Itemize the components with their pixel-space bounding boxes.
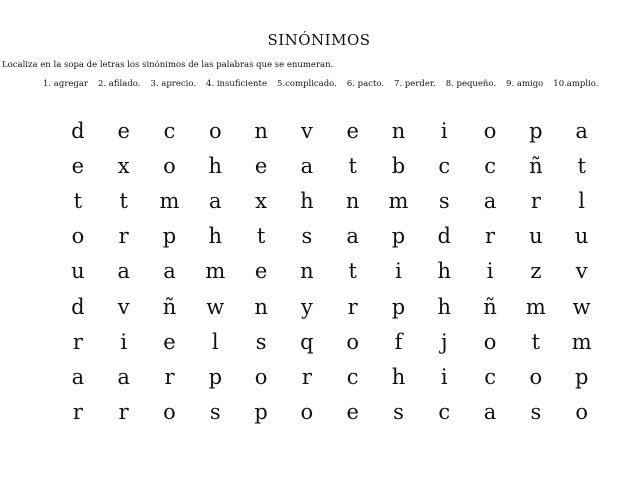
grid-letter: l <box>578 188 586 213</box>
grid-letter: p <box>529 118 543 143</box>
grid-letter: c <box>438 153 451 178</box>
grid-letter: c <box>163 118 176 143</box>
grid-letter: a <box>163 259 176 284</box>
grid-letter: o <box>163 153 176 178</box>
grid-letter: o <box>71 224 85 249</box>
grid-letter: a <box>300 153 314 178</box>
grid-letter: n <box>300 259 314 284</box>
grid-letter: i <box>440 118 448 143</box>
grid-letter: u <box>529 224 543 249</box>
grid-letter: c <box>484 364 496 389</box>
grid-letter: h <box>208 224 223 249</box>
grid-letter: m <box>205 259 226 284</box>
grid-letter: y <box>300 294 313 319</box>
grid-letter: x <box>117 153 130 178</box>
grid-letter: a <box>117 259 130 284</box>
grid-letter: h <box>437 259 452 284</box>
grid-letter: a <box>575 118 588 143</box>
word-item: 7. perder. <box>394 79 436 89</box>
grid-letter: h <box>391 364 406 389</box>
grid-letter: o <box>529 364 543 389</box>
grid-letter: p <box>208 364 223 389</box>
grid-letter: a <box>209 188 222 213</box>
grid-letter: i <box>440 364 448 389</box>
grid-letter: v <box>300 118 313 143</box>
grid-letter: p <box>391 294 406 319</box>
grid-letter: a <box>483 400 497 425</box>
word-item: 10.amplio. <box>553 79 599 89</box>
grid-letter: s <box>438 188 450 213</box>
grid-letter: r <box>485 224 496 249</box>
grid-letter: q <box>300 329 314 354</box>
grid-letter: d <box>71 118 85 143</box>
grid-letter: c <box>438 400 451 425</box>
grid-letter: s <box>255 329 267 354</box>
grid-letter: a <box>117 364 130 389</box>
grid-letter: ñ <box>483 294 497 319</box>
grid-letter: r <box>347 294 358 319</box>
grid-letter: p <box>574 364 589 389</box>
grid-letter: e <box>254 153 268 178</box>
instructions-text: Localiza en la sopa de letras los sinónimos de las palabras que se enumeran. <box>2 60 334 70</box>
grid-letter: n <box>254 118 268 143</box>
grid-letter: o <box>208 118 222 143</box>
grid-letter: e <box>254 259 268 284</box>
grid-letter: v <box>117 294 130 319</box>
grid-letter: t <box>73 188 83 213</box>
grid-letter: o <box>300 400 314 425</box>
grid-letter: w <box>572 294 591 319</box>
grid-letter: r <box>118 400 129 425</box>
grid-letter: r <box>301 364 312 389</box>
grid-letter: n <box>345 188 360 213</box>
grid-letter: m <box>388 188 409 213</box>
grid-letter: o <box>254 364 268 389</box>
grid-letter: m <box>525 294 546 319</box>
grid-letter: e <box>71 153 85 178</box>
word-item: 4. insuficiente <box>206 79 267 89</box>
grid-letter: r <box>72 329 83 354</box>
grid-letter: i <box>395 259 402 284</box>
grid-letter: n <box>391 118 406 143</box>
grid-letter: a <box>483 188 497 213</box>
grid-letter: l <box>211 329 219 354</box>
grid-letter: t <box>577 153 586 178</box>
grid-letter: t <box>348 153 357 178</box>
grid-letter: f <box>394 329 403 354</box>
grid-letter: ñ <box>162 294 177 319</box>
word-item: 8. pequeño. <box>445 79 497 89</box>
grid-letter: h <box>208 153 223 178</box>
grid-letter: u <box>71 259 85 284</box>
grid-letter: r <box>118 224 129 249</box>
grid-letter: i <box>120 329 128 354</box>
grid-letter: x <box>255 188 267 213</box>
grid-letter: w <box>206 294 225 319</box>
grid-letter: ñ <box>529 153 543 178</box>
letter-grid <box>55 113 615 430</box>
word-item: 2. afilado. <box>98 79 141 89</box>
grid-letter: p <box>254 400 268 425</box>
grid-letter: m <box>159 188 180 213</box>
word-item: 6. pacto. <box>346 79 385 89</box>
grid-letter: m <box>571 329 592 354</box>
grid-letter: t <box>119 188 128 213</box>
grid-letter: o <box>575 400 588 425</box>
word-item: 9. amigo <box>506 79 544 89</box>
grid-letter: t <box>348 259 357 284</box>
grid-letter: p <box>162 224 177 249</box>
grid-letter: d <box>437 224 451 249</box>
grid-letter: t <box>256 224 266 249</box>
grid-letter: o <box>346 329 359 354</box>
grid-letter: t <box>531 329 541 354</box>
grid-letter: p <box>391 224 406 249</box>
grid-letter: r <box>164 364 175 389</box>
word-item: 3. aprecio. <box>150 79 197 89</box>
grid-letter: r <box>530 188 541 213</box>
word-list <box>43 79 608 89</box>
grid-letter: e <box>346 400 359 425</box>
grid-letter: v <box>575 259 588 284</box>
grid-letter: o <box>163 400 176 425</box>
grid-letter: d <box>71 294 85 319</box>
grid-letter: c <box>484 153 496 178</box>
grid-letter: b <box>391 153 406 178</box>
grid-letter: j <box>441 329 448 354</box>
grid-letter: e <box>117 118 130 143</box>
grid-letter: r <box>72 400 83 425</box>
grid-letter: s <box>209 400 221 425</box>
grid-letter: e <box>346 118 359 143</box>
grid-letter: z <box>530 259 542 284</box>
grid-letter: a <box>346 224 359 249</box>
grid-letter: i <box>486 259 494 284</box>
grid-letter: o <box>483 118 497 143</box>
word-item: 5.complicado. <box>276 79 337 89</box>
grid-letter: s <box>393 400 404 425</box>
grid-letter: s <box>301 224 313 249</box>
grid-letter: u <box>574 224 589 249</box>
word-item: 1. agregar <box>43 79 88 89</box>
grid-letter: h <box>300 188 314 213</box>
grid-letter: c <box>346 364 359 389</box>
grid-letter: h <box>437 294 452 319</box>
grid-letter: e <box>163 329 176 354</box>
grid-letter: o <box>483 329 497 354</box>
grid-letter: a <box>71 364 85 389</box>
grid-letter: s <box>530 400 542 425</box>
grid-letter: n <box>254 294 268 319</box>
worksheet-title: SINÓNIMOS <box>267 31 371 49</box>
